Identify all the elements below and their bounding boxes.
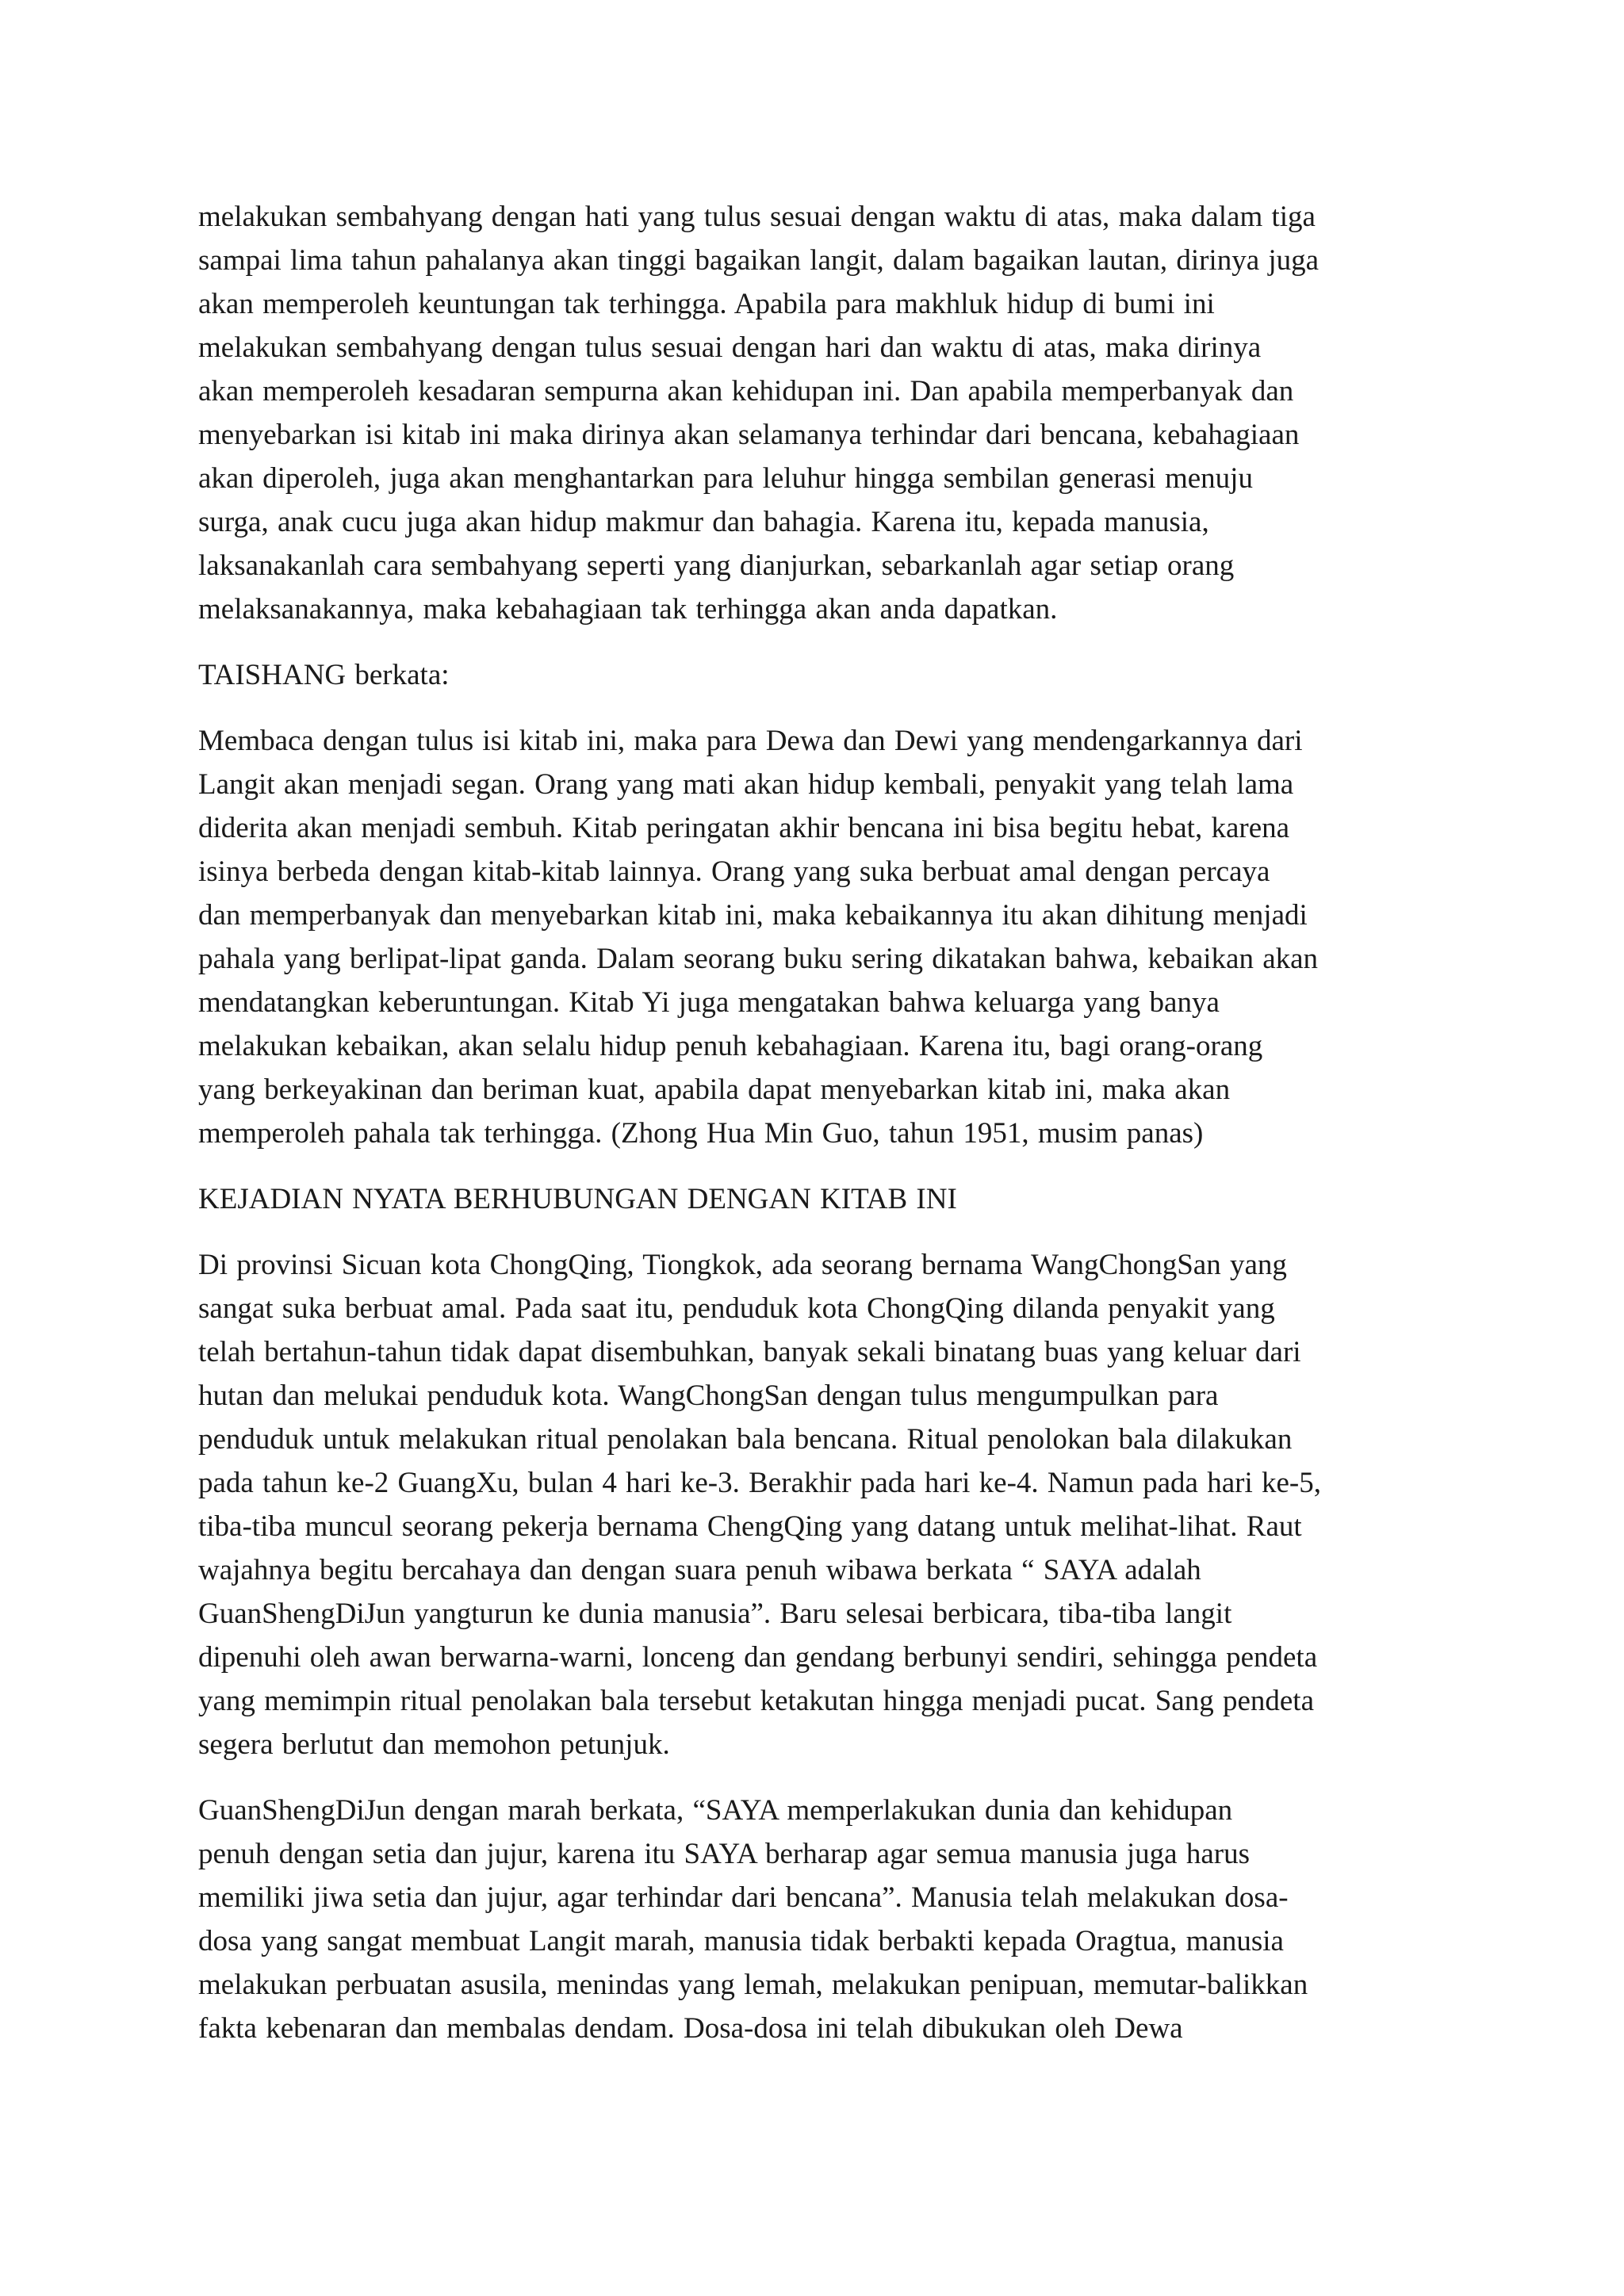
text-line: yang memimpin ritual penolakan bala tersebut ketakutan hingga menjadi pucat. Sang pendeta xyxy=(198,1685,1315,1717)
text-line: dosa yang sangat membuat Langit marah, manusia tidak berbakti kepada Oragtua, manusia xyxy=(198,1925,1284,1957)
text-line: sangat suka berbuat amal. Pada saat itu, penduduk kota ChongQing dilanda penyakit yang xyxy=(198,1292,1275,1325)
text-line: melakukan sembahyang dengan hati yang tulus sesuai dengan waktu di atas, maka dalam tiga xyxy=(198,201,1316,233)
text-line: akan memperoleh kesadaran sempurna akan kehidupan ini. Dan apabila memperbanyak dan xyxy=(198,375,1294,408)
text-line: hutan dan melukai penduduk kota. WangChongSan dengan tulus mengumpulkan para xyxy=(198,1380,1219,1412)
text-line: pahala yang berlipat-lipat ganda. Dalam seorang buku sering dikatakan bahwa, kebaikan akan xyxy=(198,943,1319,975)
text-line: dan memperbanyak dan menyebarkan kitab ini, maka kebaikannya itu akan dihitung menjadi xyxy=(198,899,1308,932)
paragraph-taishang-heading xyxy=(198,653,1450,697)
text-line: segera berlutut dan memohon petunjuk. xyxy=(198,1728,670,1761)
text-line: GuanShengDiJun yangturun ke dunia manusia”. Baru selesai berbicara, tiba-tiba langit xyxy=(198,1598,1232,1630)
text-line: surga, anak cucu juga akan hidup makmur dan bahagia. Karena itu, kepada manusia, xyxy=(198,506,1209,538)
text-line: Di provinsi Sicuan kota ChongQing, Tiongkok, ada seorang bernama WangChongSan yang xyxy=(198,1249,1287,1281)
paragraph-guanshengdijun xyxy=(198,1789,1450,2050)
text-line: dipenuhi oleh awan berwarna-warni, lonceng dan gendang berbunyi sendiri, sehingga pendeta xyxy=(198,1641,1318,1674)
text-line: sampai lima tahun pahalanya akan tinggi bagaikan langit, dalam bagaikan lautan, dirinya juga xyxy=(198,244,1320,277)
text-line: melakukan perbuatan asusila, menindas yang lemah, melakukan penipuan, memutar-balikkan xyxy=(198,1969,1308,2001)
section-heading xyxy=(198,1177,1450,1221)
text-line: yang berkeyakinan dan beriman kuat, apabila dapat menyebarkan kitab ini, maka akan xyxy=(198,1073,1231,1106)
text-line: akan diperoleh, juga akan menghantarkan para leluhur hingga sembilan generasi menuju xyxy=(198,462,1253,495)
text-line: KEJADIAN NYATA BERHUBUNGAN DENGAN KITAB INI xyxy=(198,1183,957,1215)
text-line: GuanShengDiJun dengan marah berkata, “SAYA memperlakukan dunia dan kehidupan xyxy=(198,1794,1233,1827)
paragraph-sembahyang xyxy=(198,195,1450,631)
paragraph-sicuan xyxy=(198,1243,1450,1766)
text-line: melakukan sembahyang dengan tulus sesuai dengan hari dan waktu di atas, maka dirinya xyxy=(198,331,1262,364)
text-line: isinya berbeda dengan kitab-kitab lainnya. Orang yang suka berbuat amal dengan percaya xyxy=(198,855,1270,888)
text-line: penduduk untuk melakukan ritual penolakan bala bencana. Ritual penolokan bala dilakukan xyxy=(198,1423,1293,1456)
paragraph-membaca xyxy=(198,719,1450,1155)
text-line: fakta kebenaran dan membalas dendam. Dosa-dosa ini telah dibukukan oleh Dewa xyxy=(198,2012,1183,2045)
text-line: pada tahun ke-2 GuangXu, bulan 4 hari ke-3. Berakhir pada hari ke-4. Namun pada hari ke-5, xyxy=(198,1467,1321,1499)
text-line: laksanakanlah cara sembahyang seperti yang dianjurkan, sebarkanlah agar setiap orang xyxy=(198,549,1235,582)
document-body xyxy=(198,195,1450,2072)
text-line: penuh dengan setia dan jujur, karena itu SAYA berharap agar semua manusia juga harus xyxy=(198,1838,1250,1870)
text-line: TAISHANG berkata: xyxy=(198,659,450,691)
text-line: Langit akan menjadi segan. Orang yang mati akan hidup kembali, penyakit yang telah lama xyxy=(198,768,1294,801)
text-line: memiliki jiwa setia dan jujur, agar terhindar dari bencana”. Manusia telah melakukan dosa- xyxy=(198,1881,1289,1914)
text-line: wajahnya begitu bercahaya dan dengan suara penuh wibawa berkata “ SAYA adalah xyxy=(198,1554,1201,1586)
text-line: Membaca dengan tulus isi kitab ini, maka para Dewa dan Dewi yang mendengarkannya dari xyxy=(198,725,1303,757)
text-line: melakukan kebaikan, akan selalu hidup penuh kebahagiaan. Karena itu, bagi orang-orang xyxy=(198,1030,1263,1062)
text-line: mendatangkan keberuntungan. Kitab Yi juga mengatakan bahwa keluarga yang banya xyxy=(198,986,1220,1019)
text-line: akan memperoleh keuntungan tak terhingga. Apabila para makhluk hidup di bumi ini xyxy=(198,288,1215,320)
text-line: melaksanakannya, maka kebahagiaan tak terhingga akan anda dapatkan. xyxy=(198,593,1058,626)
text-line: telah bertahun-tahun tidak dapat disembuhkan, banyak sekali binatang buas yang keluar dari xyxy=(198,1336,1301,1368)
text-line: tiba-tiba muncul seorang pekerja bernama ChengQing yang datang untuk melihat-lihat. Raut xyxy=(198,1510,1302,1543)
text-line: diderita akan menjadi sembuh. Kitab peringatan akhir bencana ini bisa begitu hebat, karena xyxy=(198,812,1290,844)
text-line: memperoleh pahala tak terhingga. (Zhong Hua Min Guo, tahun 1951, musim panas) xyxy=(198,1117,1204,1150)
text-line: menyebarkan isi kitab ini maka dirinya akan selamanya terhindar dari bencana, kebahagiaan xyxy=(198,419,1300,451)
